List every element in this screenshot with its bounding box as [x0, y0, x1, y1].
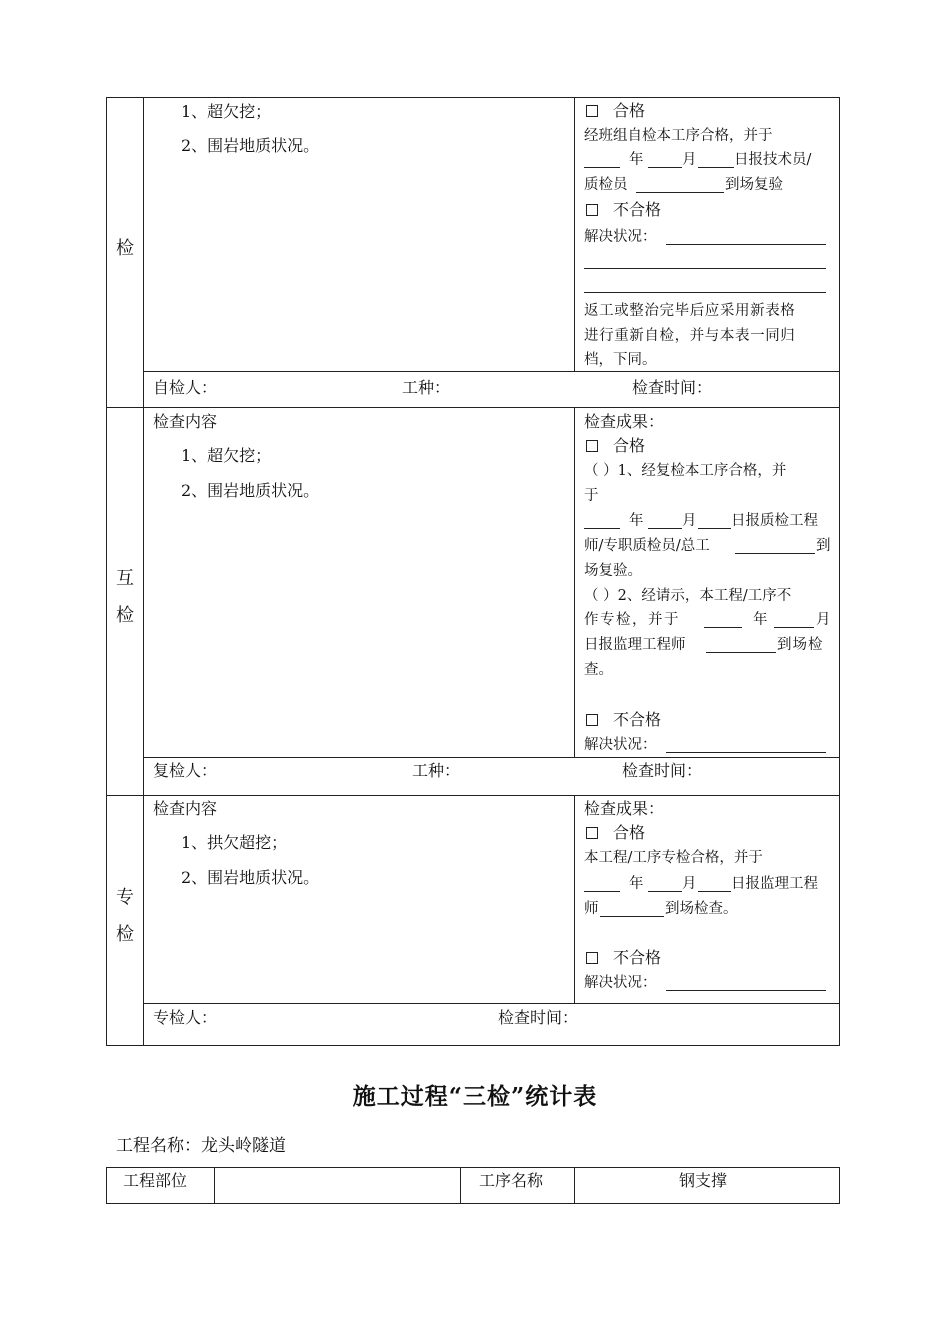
mutual-item-1: 1、超欠挖； — [181, 446, 272, 465]
option-1-reinspect: 场复验。 — [584, 563, 642, 579]
resolve-label: 解决状况： — [584, 975, 657, 991]
blank-line — [735, 553, 815, 554]
option-2-end: 查。 — [584, 662, 613, 678]
month-label: 月 — [682, 876, 697, 892]
blank-line — [636, 192, 724, 193]
blank-line — [774, 627, 814, 628]
result-header: 检查成果： — [584, 799, 665, 818]
check-time-label: 检查时间： — [632, 378, 713, 397]
blank-line — [706, 652, 776, 653]
table-border-top — [106, 1167, 840, 1168]
special-check-label-2: 检 — [116, 924, 134, 945]
footer-divider — [143, 371, 840, 372]
table-border-right — [839, 97, 840, 1046]
year-label: 年 — [629, 152, 644, 168]
section-divider — [106, 795, 840, 796]
table-border-left — [106, 97, 107, 1046]
pass-checkbox[interactable] — [586, 440, 598, 452]
column-header-process: 工序名称 — [479, 1171, 544, 1190]
blank-line — [600, 916, 664, 917]
fail-label: 不合格 — [613, 948, 662, 967]
result-column-divider — [574, 407, 575, 757]
day-text: 日报监理工程 — [731, 876, 818, 892]
result-column-divider — [574, 795, 575, 1003]
blank-line — [698, 891, 731, 892]
self-check-item-2: 2、围岩地质状况。 — [181, 136, 320, 155]
resolve-label: 解决状况： — [584, 737, 657, 753]
trade-label: 工种： — [402, 378, 451, 397]
reinspector-label: 复检人： — [153, 761, 218, 780]
result-header: 检查成果： — [584, 412, 665, 431]
blank-line — [648, 891, 682, 892]
special-item-2: 2、围岩地质状况。 — [181, 868, 320, 887]
special-item-1: 1、拱欠超挖； — [181, 833, 288, 852]
option-2-arrive: 到场检 — [777, 637, 824, 653]
option-2-supervisor: 日报监理工程师 — [584, 637, 686, 653]
fail-checkbox[interactable] — [586, 952, 598, 964]
fail-label: 不合格 — [613, 710, 662, 729]
note-line-3: 档，下同。 — [584, 352, 657, 368]
self-check-item-1: 1、超欠挖； — [181, 102, 272, 121]
trade-label: 工种： — [412, 761, 461, 780]
blank-line — [584, 891, 620, 892]
day-text: 日报质检工程 — [731, 513, 818, 529]
resolve-line — [666, 752, 826, 753]
arrive-text: 到场检查。 — [665, 901, 738, 917]
check-time-label: 检查时间： — [622, 761, 703, 780]
resolve-line — [666, 244, 826, 245]
fail-label: 不合格 — [613, 200, 662, 219]
special-check-label-1: 专 — [116, 887, 134, 908]
page-title: 施工过程“三检”统计表 — [352, 1083, 598, 1110]
self-inspector-label: 自检人： — [153, 378, 218, 397]
special-inspector-label: 专检人： — [153, 1008, 218, 1027]
self-check-row-label: 检 — [116, 238, 134, 259]
fail-checkbox[interactable] — [586, 714, 598, 726]
reinspect-text: 到场复验 — [725, 177, 783, 193]
blank-line — [648, 167, 682, 168]
mutual-check-label-2: 检 — [116, 605, 134, 626]
pass-label: 合格 — [613, 823, 646, 842]
pass-label: 合格 — [613, 436, 646, 455]
resolve-line — [584, 292, 826, 293]
mutual-check-label-1: 互 — [116, 568, 134, 589]
option-1-text: （ ）1、经复检本工序合格，并 — [584, 463, 787, 479]
month-label: 月 — [682, 152, 697, 168]
section-divider — [106, 407, 840, 408]
check-time-label: 检查时间： — [498, 1008, 579, 1027]
pass-text: 本工程/工序专检合格，并于 — [584, 850, 763, 866]
pass-checkbox[interactable] — [586, 827, 598, 839]
pass-label: 合格 — [613, 101, 646, 120]
mutual-item-2: 2、围岩地质状况。 — [181, 481, 320, 500]
blank-line — [704, 627, 742, 628]
table-border-right — [839, 1167, 840, 1204]
resolve-label: 解决状况： — [584, 229, 657, 245]
note-line-1: 返工或整治完毕后应采用新表格 — [584, 303, 796, 319]
option-1-arrive: 到 — [816, 538, 831, 554]
note-line-2: 进行重新自检，并与本表一同归 — [584, 328, 796, 344]
table-column-divider — [214, 1167, 215, 1204]
resolve-line — [666, 990, 826, 991]
pass-text: 经班组自检本工序合格，并于 — [584, 128, 773, 144]
day-text: 日报技术员/ — [734, 152, 812, 168]
table-border-left — [106, 1167, 107, 1204]
pass-checkbox[interactable] — [586, 105, 598, 117]
option-2-text-cont: 作专检，并于 — [584, 612, 680, 628]
label-column-divider — [143, 97, 144, 1046]
resolve-line — [584, 268, 826, 269]
inspector-text: 质检员 — [584, 177, 628, 193]
table-border-bottom — [106, 1203, 840, 1204]
blank-line — [648, 528, 682, 529]
fail-checkbox[interactable] — [586, 204, 598, 216]
blank-line — [584, 167, 620, 168]
content-header: 检查内容 — [153, 799, 218, 818]
blank-line — [584, 528, 620, 529]
footer-divider — [143, 1003, 840, 1004]
content-header: 检查内容 — [153, 412, 218, 431]
year-label: 年 — [629, 513, 644, 529]
blank-line — [698, 167, 734, 168]
blank-line — [698, 528, 731, 529]
footer-divider — [143, 757, 840, 758]
process-value: 钢支撑 — [679, 1171, 728, 1190]
month-label: 月 — [816, 612, 831, 628]
option-1-engineer: 师/专职质检员/总工 — [584, 538, 710, 554]
result-column-divider — [574, 97, 575, 371]
table-column-divider — [574, 1167, 575, 1204]
column-header-part: 工程部位 — [123, 1171, 188, 1190]
year-label: 年 — [753, 612, 768, 628]
engineer-text: 师 — [584, 901, 599, 917]
month-label: 月 — [682, 513, 697, 529]
table-column-divider — [460, 1167, 461, 1204]
option-1-text-cont: 于 — [584, 488, 599, 504]
project-name: 工程名称：龙头岭隧道 — [116, 1136, 286, 1156]
year-label: 年 — [629, 876, 644, 892]
table-border-bottom — [106, 1045, 840, 1046]
option-2-text: （ ）2、经请示，本工程/工序不 — [584, 588, 792, 604]
table-border-top — [106, 97, 840, 98]
